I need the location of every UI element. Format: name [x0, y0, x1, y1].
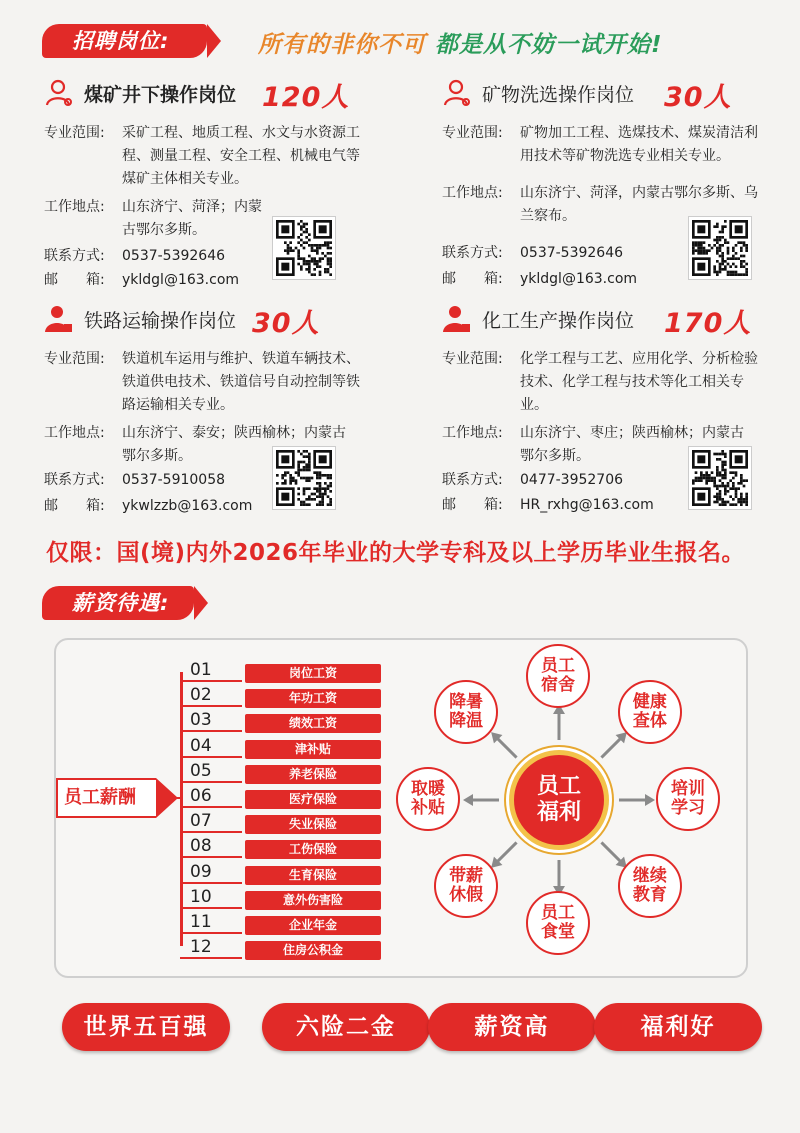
salary-item-label: 工伤保险 [245, 840, 381, 859]
person-solid-icon [442, 304, 472, 334]
bracket-tick-line [180, 730, 242, 732]
bracket-tick-line [180, 957, 242, 959]
job-card-coal-mine [44, 76, 404, 296]
job-title: 煤矿井下操作岗位 [84, 84, 237, 106]
location-value: 山东济宁、枣庄；陕西榆林；内蒙古鄂尔多斯。 [520, 425, 744, 464]
bracket-tick-line [180, 705, 242, 707]
location-value: 山东济宁、菏泽；内蒙古鄂尔多斯。 [122, 199, 262, 238]
job-card-chemical [442, 302, 800, 522]
email-value[interactable]: ykldgl@163.com [122, 272, 240, 288]
job-headcount: 30人 [664, 82, 732, 113]
slogan-part2: 都是从不妨一试开始! [435, 32, 663, 58]
salary-item-label: 企业年金 [245, 916, 381, 935]
highlight-high-salary: 薪资高 [428, 1003, 596, 1051]
welfare-node: 取暖 补贴 [396, 767, 460, 831]
job-email-row[interactable] [44, 495, 284, 518]
bracket-tick-line [180, 856, 242, 858]
salary-item-label: 养老保险 [245, 765, 381, 784]
contact-label: 联系方式: [442, 472, 503, 488]
contact-label: 联系方式: [442, 245, 503, 261]
arrow-line [601, 842, 621, 862]
qr-code-icon[interactable] [688, 446, 752, 510]
qr-code-icon[interactable] [272, 216, 336, 280]
salary-item-number: 10 [190, 886, 212, 907]
scope-value: 采矿工程、地质工程、水文与水资源工程、测量工程、安全工程、机械电气等煤矿主体相关专业。 [122, 125, 360, 187]
job-email-row[interactable] [44, 269, 274, 292]
job-email-row[interactable] [442, 268, 682, 291]
salary-item-number: 03 [190, 710, 212, 731]
job-title: 铁路运输操作岗位 [84, 310, 237, 332]
phone-value: 0537-5392646 [520, 245, 624, 261]
arrow-line [601, 738, 621, 758]
location-label: 工作地点: [442, 425, 503, 441]
salary-item-number: 06 [190, 786, 212, 806]
salary-item-number: 04 [190, 735, 212, 756]
job-scope-row [442, 122, 772, 168]
salary-item-label: 岗位工资 [245, 664, 381, 683]
welfare-node: 健康 查体 [618, 680, 682, 744]
qr-code-icon[interactable] [272, 446, 336, 510]
welfare-center: 员工 福利 [509, 750, 609, 850]
salary-item-number: 01 [190, 660, 212, 680]
person-outline-icon [44, 78, 74, 108]
location-label: 工作地点: [44, 425, 105, 441]
welfare-node: 员工 宿舍 [526, 644, 590, 708]
job-contact-row [44, 245, 264, 268]
bracket-connector-line [162, 797, 182, 799]
scope-label: 专业范围: [442, 351, 503, 367]
contact-label: 联系方式: [44, 472, 105, 488]
person-outline-icon [442, 78, 472, 108]
person-solid-icon [44, 304, 74, 334]
welfare-node: 继续 教育 [618, 854, 682, 918]
highlight-fortune500: 世界五百强 [62, 1003, 230, 1051]
job-title: 化工生产操作岗位 [482, 310, 635, 332]
slogan-part1: 所有的非你不可 [258, 32, 426, 58]
job-email-row[interactable] [442, 494, 687, 517]
salary-item-label: 医疗保险 [245, 790, 381, 809]
bracket-tick-line [180, 680, 242, 682]
job-scope-row [44, 122, 364, 192]
scope-label: 专业范围: [442, 125, 503, 141]
job-contact-row [44, 469, 264, 492]
highlight-good-benefits: 福利好 [594, 1003, 762, 1051]
job-title: 矿物洗选操作岗位 [482, 84, 635, 106]
job-headcount: 170人 [664, 308, 752, 339]
bracket-tick-line [180, 882, 242, 884]
salary-item-label: 住房公积金 [245, 941, 381, 960]
phone-value: 0537-5910058 [122, 472, 226, 488]
job-headcount: 30人 [252, 308, 320, 339]
salary-item-label: 年功工资 [245, 689, 381, 708]
salary-item-number: 05 [190, 760, 212, 781]
salary-item-label: 绩效工资 [245, 714, 381, 733]
location-label: 工作地点: [44, 199, 105, 215]
employee-compensation-label: 员工薪酬 [56, 778, 156, 818]
bracket-tick-line [180, 932, 242, 934]
salary-item-number: 02 [190, 685, 212, 706]
salary-item-label: 意外伤害险 [245, 891, 381, 910]
location-value: 山东济宁、泰安；陕西榆林；内蒙古鄂尔多斯。 [122, 425, 346, 464]
scope-label: 专业范围: [44, 351, 105, 367]
location-value: 山东济宁、菏泽，内蒙古鄂尔多斯、乌兰察布。 [520, 185, 758, 224]
job-scope-row [44, 348, 364, 418]
salary-item-label: 失业保险 [245, 815, 381, 834]
salary-item-number: 11 [190, 912, 212, 932]
email-value[interactable]: ykwlzzb@163.com [122, 498, 253, 514]
salary-item-number: 08 [190, 836, 212, 857]
welfare-node: 降暑 降温 [434, 680, 498, 744]
job-scope-row [442, 348, 772, 418]
email-value[interactable]: HR_rxhg@163.com [520, 497, 654, 513]
phone-value: 0537-5392646 [122, 248, 226, 264]
job-card-mineral-processing [442, 76, 800, 296]
welfare-node: 培训 学习 [656, 767, 720, 831]
welfare-node: 带薪 休假 [434, 854, 498, 918]
bracket-tick-line [180, 831, 242, 833]
arrow-line [497, 842, 517, 862]
qr-code-icon[interactable] [688, 216, 752, 280]
scope-value: 矿物加工工程、选煤技术、煤炭清洁利用技术等矿物洗选专业相关专业。 [520, 125, 758, 164]
scope-value: 化学工程与工艺、应用化学、分析检验技术、化学工程与技术等化工相关专业。 [520, 351, 758, 413]
location-label: 工作地点: [442, 185, 503, 201]
job-card-railway [44, 302, 404, 522]
bracket-tick-line [180, 781, 242, 783]
salary-item-label: 津补贴 [245, 740, 381, 759]
job-contact-row [442, 469, 672, 492]
salary-benefits-tag: 薪资待遇: [42, 586, 194, 620]
recruit-positions-tag: 招聘岗位: [42, 24, 207, 58]
scope-label: 专业范围: [44, 125, 105, 141]
eligibility-notice: 仅限：国(境)内外2026年毕业的大学专科及以上学历毕业生报名。 [46, 540, 746, 566]
bracket-tick-line [180, 806, 242, 808]
salary-item-number: 07 [190, 811, 212, 832]
bracket-vertical-line [180, 672, 183, 946]
salary-item-number: 09 [190, 861, 212, 882]
email-label: 邮 箱: [442, 271, 503, 287]
bracket-tick-line [180, 907, 242, 909]
job-contact-row [442, 242, 672, 265]
welfare-node: 员工 食堂 [526, 891, 590, 955]
arrow-head-icon [463, 794, 473, 806]
arrow-head-icon [645, 794, 655, 806]
email-label: 邮 箱: [44, 498, 105, 514]
salary-item-label: 生育保险 [245, 866, 381, 885]
job-headcount: 120人 [262, 82, 350, 113]
email-label: 邮 箱: [44, 272, 105, 288]
salary-item-number: 12 [190, 937, 212, 958]
phone-value: 0477-3952706 [520, 472, 624, 488]
email-value[interactable]: ykldgl@163.com [520, 271, 638, 287]
email-label: 邮 箱: [442, 497, 503, 513]
bracket-tick-line [180, 756, 242, 758]
arrow-line [497, 738, 517, 758]
contact-label: 联系方式: [44, 248, 105, 264]
highlight-insurance: 六险二金 [262, 1003, 430, 1051]
slogan [258, 26, 663, 59]
scope-value: 铁道机车运用与维护、铁道车辆技术、铁道供电技术、铁道信号自动控制等铁路运输相关专业。 [122, 351, 360, 413]
